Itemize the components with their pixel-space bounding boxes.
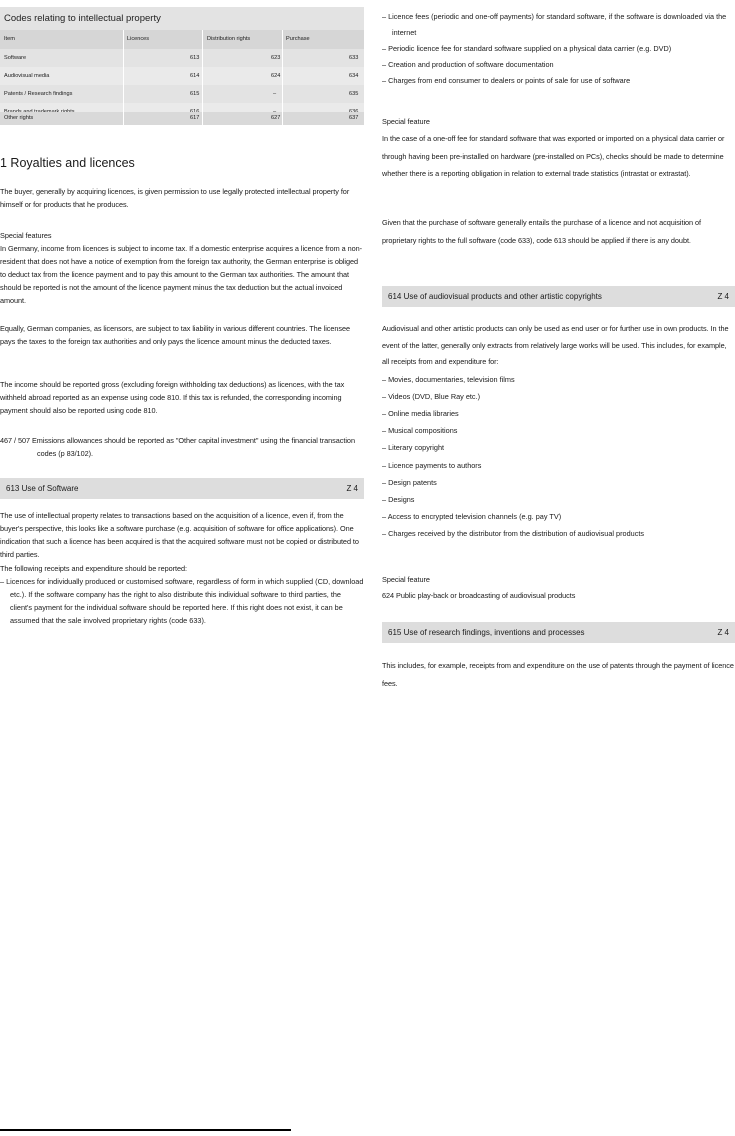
licence-code: 614 (190, 73, 200, 79)
row-label: Other rights (4, 115, 34, 121)
row-label: Patents / Research findings (4, 91, 73, 97)
emissions-note (0, 434, 364, 460)
special-features-heading: Special features (0, 231, 52, 240)
column-divider (123, 30, 124, 132)
list-item: – Musical compositions (382, 422, 735, 439)
emissions-note-text: 467 / 507 Emissions allowances should be reported as "Other capital investment" using the financial transaction codes (p 83/102). (0, 436, 355, 458)
audiovisual-text: Audiovisual and other artistic products can only be used as end user or for further use in own products. In the event of the latter, generally only extracts from relatively large works will be used. This includes, for example, all receipts from and expenditure for: (382, 324, 729, 366)
list-item: – Licences for individually produced or customised software, regardless of form in which supplied (CD, download etc.). If the software company has the right to also distribute this individual software to third parties, the client's payment for the individual software should be reported here. If this right does not exist, it can be assumed that the sale involved proprietary rights (code 633). (0, 575, 364, 627)
code-choice-paragraph (382, 214, 735, 249)
intro-paragraph (0, 185, 364, 211)
purchase-code: 637 (349, 115, 359, 121)
special-feature-heading: Special feature (382, 575, 430, 584)
licence-code: 615 (190, 91, 200, 97)
list-item: – Literary copyright (382, 439, 735, 456)
table-row (0, 85, 364, 103)
column-header-licences: Licences (127, 36, 150, 42)
software-text: The use of intellectual property relates to transactions based on the acquisition of a licence, even if, from the buyer's perspective, this looks like a software purchase (e.g. acquisition of software for office applications). One indication that such a licence has been acquired is that the acquired software must not be copied or distributed to third parties. (0, 511, 359, 559)
special-feature-text: 624 Public play-back or broadcasting of audiovisual products (382, 591, 576, 600)
licensor-text: Equally, German companies, as licensors, are subject to tax liability in various different countries. The licensee pays the taxes to the foreign tax authorities and only pays the licence amount minus the deducted taxes. (0, 324, 350, 346)
list-item: – Licence payments to authors (382, 457, 735, 474)
footnote-rule (0, 1129, 291, 1131)
list-item: – Designs (382, 491, 735, 508)
codes-table (0, 7, 364, 125)
distribution-code: 623 (271, 55, 281, 61)
purchase-code: 635 (349, 91, 359, 97)
list-item: – Movies, documentaries, television films (382, 371, 735, 388)
research-paragraph (382, 657, 735, 692)
list-item: – Charges from end consumer to dealers or points of sale for use of software (382, 73, 735, 89)
audiovisual-special-feature (382, 572, 735, 604)
research-text: This includes, for example, receipts from and expenditure on the use of patents through the payment of licence fees. (382, 661, 734, 688)
licence-code: 613 (190, 55, 200, 61)
list-item: – Access to encrypted television channels (e.g. pay TV) (382, 508, 735, 525)
list-item: – Licence fees (periodic and one-off payments) for standard software, if the software is downloaded via the internet (382, 9, 735, 41)
list-item: – Online media libraries (382, 405, 735, 422)
section-614-tag: Z 4 (717, 292, 729, 301)
software-paragraph (0, 509, 364, 561)
intro-text: The buyer, generally by acquiring licences, is given permission to use legally protected intellectual property for himself or for products that he produces. (0, 187, 350, 209)
list-item: – Videos (DVD, Blue Ray etc.) (382, 388, 735, 405)
column-divider (202, 30, 203, 132)
column-header-distribution: Distribution rights (207, 36, 251, 42)
section-614-title: 614 Use of audiovisual products and other artistic copyrights (388, 292, 602, 301)
software-receipts-list (0, 575, 364, 627)
purchase-code: 633 (349, 55, 359, 61)
distribution-code: 624 (271, 73, 281, 79)
audiovisual-paragraph (382, 321, 735, 543)
special-features (0, 229, 364, 307)
software-receipts-continued (382, 9, 735, 89)
section-bar-614 (382, 286, 735, 307)
special-feature-heading: Special feature (382, 117, 430, 126)
list-item: – Charges received by the distributor from the distribution of audiovisual products (382, 525, 735, 542)
software-receipts-list-continued (382, 9, 735, 89)
column-divider (282, 30, 283, 132)
codes-table-header (0, 30, 364, 49)
software-receipts (0, 562, 364, 627)
code-choice-text: Given that the purchase of software generally entails the purchase of a licence and not acquisition of proprietary rights to the full software (code 633), code 613 should be applied if there is any doubt. (382, 218, 701, 245)
section-bar-613 (0, 478, 364, 499)
purchase-code: 634 (349, 73, 359, 79)
section-615-title: 615 Use of research findings, inventions and processes (388, 628, 585, 637)
list-item: – Creation and production of software documentation (382, 57, 735, 73)
column-header-purchase: Purchase (286, 36, 310, 42)
section-613-title: 613 Use of Software (6, 484, 79, 493)
audiovisual-list (382, 371, 735, 543)
table-row (0, 67, 364, 85)
section-613-tag: Z 4 (346, 484, 358, 493)
section-615-tag: Z 4 (717, 628, 729, 637)
distribution-code: 627 (271, 115, 281, 121)
distribution-code: – (273, 91, 277, 97)
special-feature-text: In the case of a one-off fee for standard software that was exported or imported on a physical data carrier or through having been pre-installed on hardware (pre-installed on PCs), checks should be made to determine whether there is a reporting obligation in relation to external trade statistics (intrastat or extrastat). (382, 134, 725, 178)
list-item: – Periodic licence fee for standard software supplied on a physical data carrier (e.g. DVD) (382, 41, 735, 57)
codes-table-title: Codes relating to intellectual property (4, 13, 161, 24)
licensor-paragraph (0, 322, 364, 348)
section-bar-615 (382, 622, 735, 643)
gross-reporting-text: The income should be reported gross (excluding foreign withholding tax deductions) as licences, with the tax withheld abroad reported as an expense using code 810. If this tax is refunded, the corresponding incoming payment should also be reported using code 810. (0, 380, 345, 415)
table-row (0, 112, 364, 125)
software-receipts-intro: The following receipts and expenditure should be reported: (0, 564, 187, 573)
software-special-feature (382, 114, 735, 183)
list-item: – Design patents (382, 474, 735, 491)
table-row (0, 49, 364, 67)
column-header-item: Item (4, 36, 15, 42)
licence-code: 617 (190, 115, 200, 121)
row-label: Audiovisual media (4, 73, 50, 79)
gross-reporting-paragraph (0, 378, 364, 417)
row-label: Software (4, 55, 27, 61)
section-heading: 1 Royalties and licences (0, 156, 135, 170)
special-features-paragraph: In Germany, income from licences is subject to income tax. If a domestic enterprise acquires a licence from a non-resident that does not have a notice of exemption from the foreign tax authority, the German enterprise is obliged to deduct tax from the licence payment and to pay this amount to the German tax authorities. The amount that should be reported is not the amount of the licence payment minus the tax deduction but the actual invoiced amount. (0, 244, 363, 305)
